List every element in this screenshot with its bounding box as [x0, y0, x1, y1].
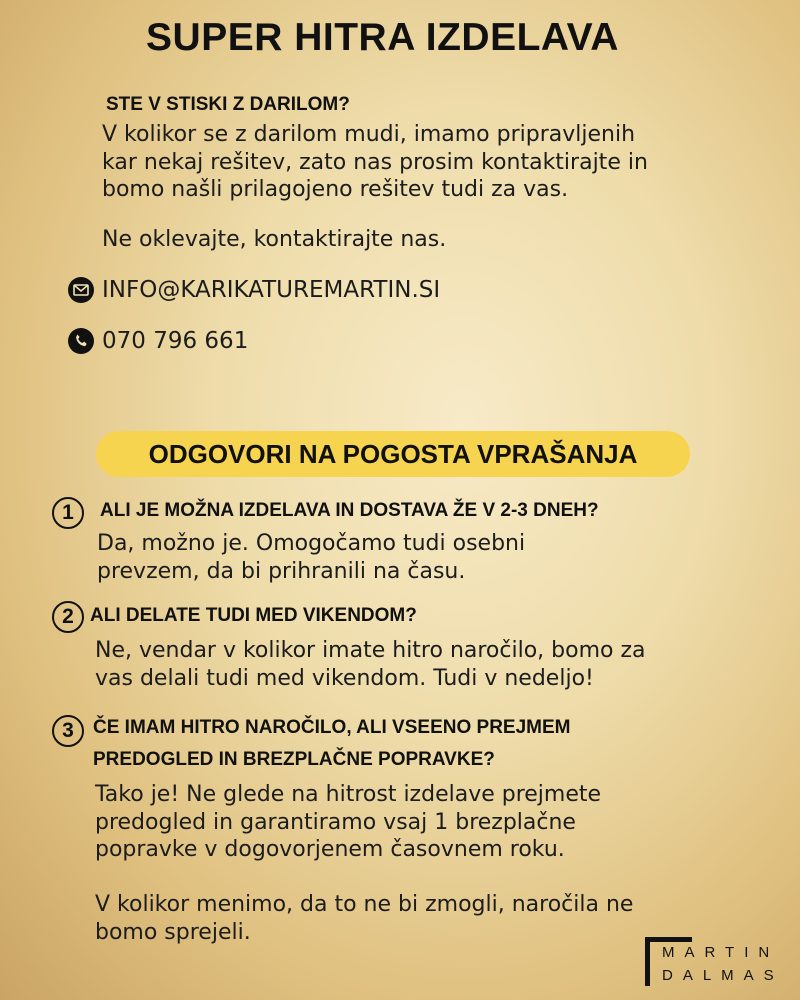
faq-number-badge: 3: [52, 715, 84, 747]
contact-email-row[interactable]: [66, 275, 440, 305]
intro-cta: Ne oklevajte, kontaktirajte nas.: [102, 227, 447, 252]
faq-number-badge: 2: [52, 601, 84, 633]
faq-answer-line: vas delali tudi med vikendom. Tudi v nedeljo!: [95, 665, 594, 691]
logo-mark: [645, 937, 692, 942]
phone-icon: [66, 326, 96, 356]
faq-answer-line: Ne, vendar v kolikor imate hitro naročilo, bomo za: [95, 638, 646, 663]
contact-phone-row[interactable]: [66, 326, 248, 356]
faq-question-line: ČE IMAM HITRO NAROČILO, ALI VSEENO PREJMEM: [93, 717, 571, 738]
faq-answer: [95, 637, 646, 692]
faq-question: ALI JE MOŽNA IZDELAVA IN DOSTAVA ŽE V 2-3 DNEH?: [100, 500, 599, 521]
faq-answer-line: popravke v dogovorjenem časovnem roku.: [95, 837, 565, 862]
intro-line: kar nekaj rešitev, zato nas prosim kontaktirajte in: [102, 149, 648, 175]
logo-mark: [645, 937, 650, 986]
faq-answer-line: predogled in garantiramo vsaj 1 brezplačne: [95, 809, 576, 835]
logo-text-line: DALMAS: [662, 967, 784, 984]
intro-heading: STE V STISKI Z DARILOM?: [106, 94, 350, 115]
faq-answer-line: Tako je! Ne glede na hitrost izdelave prejmete: [95, 782, 602, 807]
phone-link[interactable]: 070 796 661: [102, 328, 249, 354]
faq-answer: [97, 530, 525, 585]
page-title: SUPER HITRA IZDELAVA: [146, 16, 619, 59]
intro-line: V kolikor se z darilom mudi, imamo pripravljenih: [102, 122, 636, 147]
faq-answer-line: Da, možno je. Omogočamo tudi osebni: [97, 531, 526, 556]
intro-line: bomo našli prilagojeno rešitev tudi za vas.: [102, 177, 569, 202]
faq-question: ALI DELATE TUDI MED VIKENDOM?: [90, 605, 417, 626]
faq-question-line: PREDOGLED IN BREZPLAČNE POPRAVKE?: [93, 749, 495, 770]
faq-answer-line: [95, 864, 633, 892]
faq-answer: [95, 781, 633, 946]
intro-text: [102, 121, 648, 204]
faq-question: [93, 712, 571, 776]
faq-answer-line: prevzem, da bi prihranili na času.: [97, 558, 466, 584]
faq-title: ODGOVORI NA POGOSTA VPRAŠANJA: [148, 439, 638, 469]
faq-answer-line: V kolikor menimo, da to ne bi zmogli, naročila ne: [95, 892, 634, 917]
faq-answer-line: bomo sprejeli.: [95, 919, 251, 945]
faq-number-badge: 1: [52, 497, 84, 529]
envelope-icon: [66, 275, 96, 305]
logo-text-line: MARTIN: [662, 944, 780, 961]
email-link[interactable]: INFO@KARIKATUREMARTIN.SI: [102, 277, 441, 303]
